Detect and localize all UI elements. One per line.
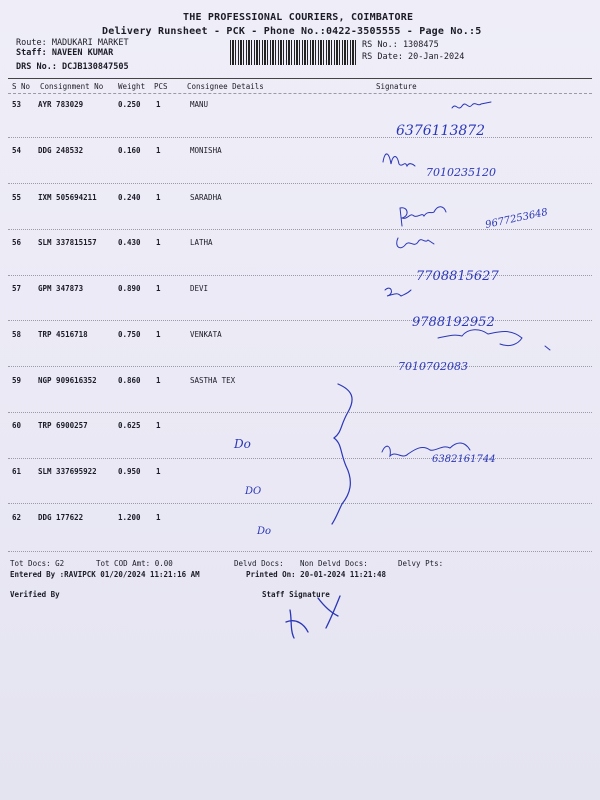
row-consignee: LATHA bbox=[190, 238, 213, 247]
row-sno: 62 bbox=[12, 513, 22, 522]
sig-number-58: 7010702083 bbox=[398, 360, 468, 373]
row-consignment: AYR 783029 bbox=[38, 100, 84, 109]
row-consignment: DDG 177622 bbox=[38, 513, 84, 522]
row-weight: 0.160 bbox=[118, 146, 141, 155]
row-weight: 0.240 bbox=[118, 193, 141, 202]
signature-scribble-56 bbox=[397, 238, 434, 248]
row-sno: 56 bbox=[12, 238, 22, 247]
brace-mark bbox=[332, 384, 352, 524]
row-sno: 55 bbox=[12, 193, 22, 202]
company-name: THE PROFESSIONAL COURIERS, COIMBATORE bbox=[183, 12, 414, 23]
row-pcs: 1 bbox=[156, 238, 161, 247]
col-sno: S No bbox=[12, 82, 31, 91]
signature-scribble-54 bbox=[383, 154, 415, 166]
row-weight: 0.950 bbox=[118, 467, 141, 476]
row-consignment: TRP 6900257 bbox=[38, 421, 88, 430]
row-sno: 58 bbox=[12, 330, 22, 339]
row-sno: 59 bbox=[12, 376, 22, 385]
row-pcs: 1 bbox=[156, 284, 161, 293]
signature-scribble-58 bbox=[438, 330, 550, 350]
sig-number-54: 7010235120 bbox=[426, 166, 496, 179]
row-pcs: 1 bbox=[156, 513, 161, 522]
signature-scribble-53 bbox=[452, 102, 491, 108]
row-consignment: DDG 248532 bbox=[38, 146, 84, 155]
delivered-docs: Delvd Docs: bbox=[234, 559, 284, 568]
sig-number-57: 9788192952 bbox=[412, 315, 495, 330]
total-cod-amount: Tot COD Amt: 0.00 bbox=[96, 559, 173, 568]
sig-number-55: 9677253648 bbox=[484, 206, 549, 231]
route-label: Route: MADUKARI MARKET bbox=[16, 38, 129, 48]
row-sno: 61 bbox=[12, 467, 22, 476]
row-weight: 0.625 bbox=[118, 421, 141, 430]
col-consignee: Consignee Details bbox=[187, 82, 264, 91]
row-weight: 0.860 bbox=[118, 376, 141, 385]
signature-scribble-55 bbox=[400, 207, 446, 226]
staff-label: Staff: NAVEEN KUMAR bbox=[16, 48, 114, 58]
sig-number-61: 6382161744 bbox=[432, 454, 496, 465]
staff-signature-scribble bbox=[286, 596, 340, 638]
row-weight: 1.200 bbox=[118, 513, 141, 522]
col-consignment: Consignment No bbox=[40, 82, 104, 91]
row-pcs: 1 bbox=[156, 100, 161, 109]
row-pcs: 1 bbox=[156, 421, 161, 430]
row-weight: 0.750 bbox=[118, 330, 141, 339]
row-weight: 0.250 bbox=[118, 100, 141, 109]
rs-number: RS No.: 1308475 bbox=[362, 40, 439, 50]
entered-by: Entered By :RAVIPCK 01/20/2024 11:21:16 AM bbox=[10, 570, 200, 579]
row-pcs: 1 bbox=[156, 193, 161, 202]
row-consignee: DEVI bbox=[190, 284, 209, 293]
runsheet-title: Delivery Runsheet - PCK - Phone No.:0422-3505555 - Page No.:5 bbox=[102, 26, 482, 37]
row-consignee: VENKATA bbox=[190, 330, 222, 339]
row-sno: 60 bbox=[12, 421, 22, 430]
row-sno: 54 bbox=[12, 146, 22, 155]
row-sno: 53 bbox=[12, 100, 22, 109]
row-consignment: SLM 337815157 bbox=[38, 238, 97, 247]
row-pcs: 1 bbox=[156, 376, 161, 385]
rs-date: RS Date: 20-Jan-2024 bbox=[362, 52, 465, 62]
non-delivered-docs: Non Delvd Docs: bbox=[300, 559, 368, 568]
row-pcs: 1 bbox=[156, 330, 161, 339]
row-pcs: 1 bbox=[156, 467, 161, 476]
sig-number-53: 6376113872 bbox=[396, 123, 486, 139]
row-consignment: IXM 505694211 bbox=[38, 193, 97, 202]
ditto-mark: Do bbox=[257, 526, 272, 537]
row-pcs: 1 bbox=[156, 146, 161, 155]
row-consignment: GPM 347873 bbox=[38, 284, 84, 293]
staff-signature-label: Staff Signature bbox=[262, 590, 330, 599]
signature-scribble-57 bbox=[385, 288, 411, 296]
row-consignee: SARADHA bbox=[190, 193, 222, 202]
ditto-mark: Do bbox=[234, 437, 251, 451]
row-consignee: SASTHA TEX bbox=[190, 376, 236, 385]
drs-number: DRS No.: DCJB130847505 bbox=[16, 62, 129, 72]
col-weight: Weight bbox=[118, 82, 146, 91]
ditto-mark: DO bbox=[245, 486, 262, 497]
total-docs: Tot Docs: G2 bbox=[10, 559, 65, 568]
row-weight: 0.430 bbox=[118, 238, 141, 247]
row-consignee: MANU bbox=[190, 100, 209, 109]
row-consignment: NGP 909616352 bbox=[38, 376, 97, 385]
row-consignee: MONISHA bbox=[190, 146, 222, 155]
col-pcs: PCS bbox=[154, 82, 168, 91]
row-consignment: SLM 337695922 bbox=[38, 467, 97, 476]
row-consignment: TRP 4516718 bbox=[38, 330, 88, 339]
printed-on: Printed On: 20-01-2024 11:21:48 bbox=[246, 570, 386, 579]
col-signature: Signature bbox=[376, 82, 417, 91]
delivery-points: Delvy Pts: bbox=[398, 559, 444, 568]
sig-number-56: 7708815627 bbox=[416, 269, 499, 284]
row-sno: 57 bbox=[12, 284, 22, 293]
row-weight: 0.890 bbox=[118, 284, 141, 293]
verified-by-label: Verified By bbox=[10, 590, 60, 599]
